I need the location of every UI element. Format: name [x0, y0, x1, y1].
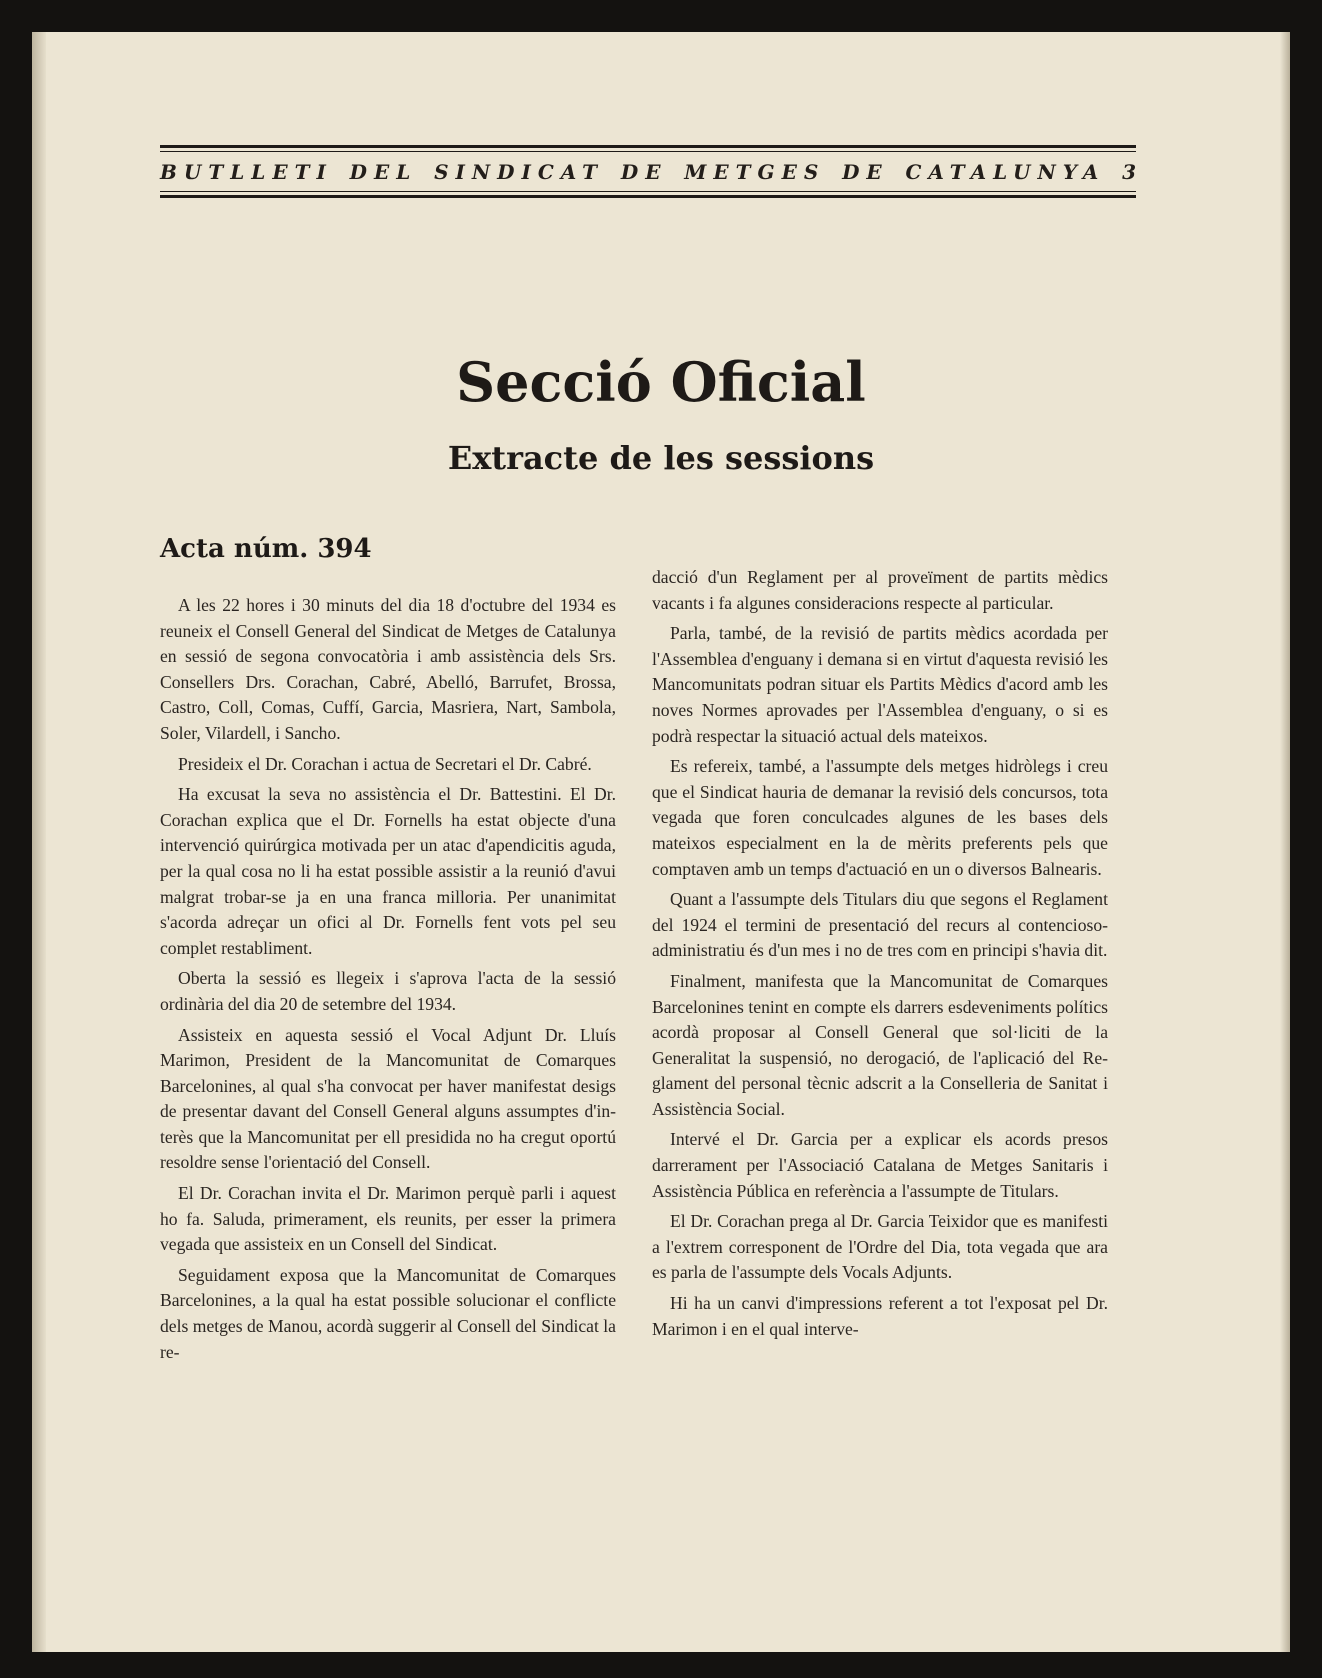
header-rule-bottom-thin [160, 191, 1136, 192]
header-word: CATALUNYA [905, 160, 1106, 184]
header-word: DE [842, 160, 889, 184]
right-text-column [652, 565, 1108, 1347]
header-word: DE [620, 160, 668, 184]
page-number: 3 [1122, 160, 1136, 184]
acta-heading: Acta núm. 394 [160, 534, 372, 564]
paragraph: Intervé el Dr. Garcia per a explicar els acords presos darrerament per l'Associació Catalana de Metges Sanitaris i Assistència Pública en referència a l'assumpte de Titulars. [652, 1129, 1108, 1201]
left-text-column [160, 565, 616, 1370]
binding-spine [32, 32, 46, 1652]
page-edge [1280, 32, 1290, 1652]
magazine-page [32, 32, 1290, 1652]
running-header [160, 158, 1136, 186]
paragraph: Assisteix en aquesta sessió el Vocal Adjunt Dr. Lluís Marimon, President de la Mancomunitat de Comarques Barcelonines, al qual s'ha convocat per haver manifestat desigs de presentar davant del Consell General alguns assumptes d'interès que la Mancomunitat per ell presidida no ha cregut oportú resoldre sense l'orientació del Consell. [160, 1024, 616, 1173]
header-word: DEL [349, 160, 418, 184]
header-word: BUTLLETI [160, 160, 333, 184]
section-subtitle: Extracte de les sessions [447, 439, 875, 477]
header-rule-top-thick [160, 145, 1136, 148]
paragraph: dacció d'un Reglament per al proveïment de partits mèdics vacants i fa algunes consideracions respecte al particular. [652, 567, 1108, 613]
header-rule-bottom-thick [160, 195, 1136, 198]
paragraph: Presideix el Dr. Corachan i actua de Secretari el Dr. Cabré. [178, 753, 592, 774]
header-rule-top-thin [160, 151, 1136, 152]
paragraph: Parla, també, de la revisió de partits mèdics acordada per l'Assemblea d'enguany i demana si en virtut d'aquesta revisió les Mancomunitats podran situar els Partits Mèdics d'acord amb les noves Normes aprovades per l'Assemblea d'enguany, o si es podrà respectar la situació actual dels mateixos. [652, 623, 1108, 746]
header-word: METGES [684, 160, 826, 184]
paragraph: El Dr. Corachan prega al Dr. Garcia Teixidor que es manifesti a l'extrem corresponent de l'Ordre del Dia, tota vegada que ara es parla de l'assumpte dels Vocals Adjunts. [652, 1211, 1108, 1283]
section-title: Secció Oficial [456, 350, 866, 414]
paragraph: Hi ha un canvi d'impressions referent a tot l'exposat pel Dr. Marimon i en el qual interve- [652, 1293, 1108, 1339]
paragraph: El Dr. Corachan invita el Dr. Marimon perquè parli i aquest ho fa. Saluda, primerament, els reunits, per esser la primera vegada que assisteix en un Consell del Sindicat. [160, 1183, 616, 1255]
paragraph: Es refereix, també, a l'assumpte dels metges hidròlegs i creu que el Sindicat hauria de demanar la revisió dels concursos, tota vegada que foren conculcades algunes de les bases dels mateixos especialment en la de mèrits preferents pels que comptaven amb un temps d'actuació en un o diversos Balnearis. [652, 756, 1108, 879]
paragraph: Ha excusat la seva no assistència el Dr. Battestini. El Dr. Corachan explica que el Dr. Fornells ha estat objecte d'una intervenció quirúrgica motivada per un atac d'apendicitis aguda, per la qual cosa no li ha estat possible assistir a la reunió d'avui malgrat trobar-se ja en una franca milloria. Per unanimitat s'acorda adreçar un ofici al Dr. Fornells fent vots pel seu complet restabliment. [160, 784, 616, 958]
header-word: SINDICAT [434, 160, 605, 184]
paragraph: Oberta la sessió es llegeix i s'aprova l'acta de la sessió ordinària del dia 20 de setembre del 1934. [160, 968, 616, 1014]
paragraph: A les 22 hores i 30 minuts del dia 18 d'octubre del 1934 es reuneix el Consell General del Sindicat de Metges de Catalunya en sessió de segona convocatòria i amb assistència dels Srs. Consellers Drs. Corachan, Cabré, Abelló, Barrufet, Brossa, Castro, Coll, Comas, Cuffí, Garcia, Masriera, Nart, Sambola, Soler, Vilardell, i Sancho. [160, 595, 616, 743]
paragraph: Quant a l'assumpte dels Titulars diu que segons el Reglament del 1924 el termini de presentació del recurs al contencioso-administratiu és d'un mes i no de tres com en principi s'havia dit. [652, 889, 1108, 961]
paragraph: Seguidament exposa que la Mancomunitat de Comarques Barcelonines, a la qual ha estat possible solucionar el conflicte dels metges de Manou, acordà suggerir al Consell del Sindicat la re- [160, 1264, 616, 1362]
paragraph: Finalment, manifesta que la Mancomunitat de Comarques Barcelonines tenint en compte els darrers esdeveniments polítics acordà proposar al Consell General que sol·liciti de la Generalitat la suspensió, no derogació, de l'aplicació del Reglament del personal tècnic adscrit a la Conselleria de Sanitat i Assistència Social. [652, 970, 1108, 1119]
